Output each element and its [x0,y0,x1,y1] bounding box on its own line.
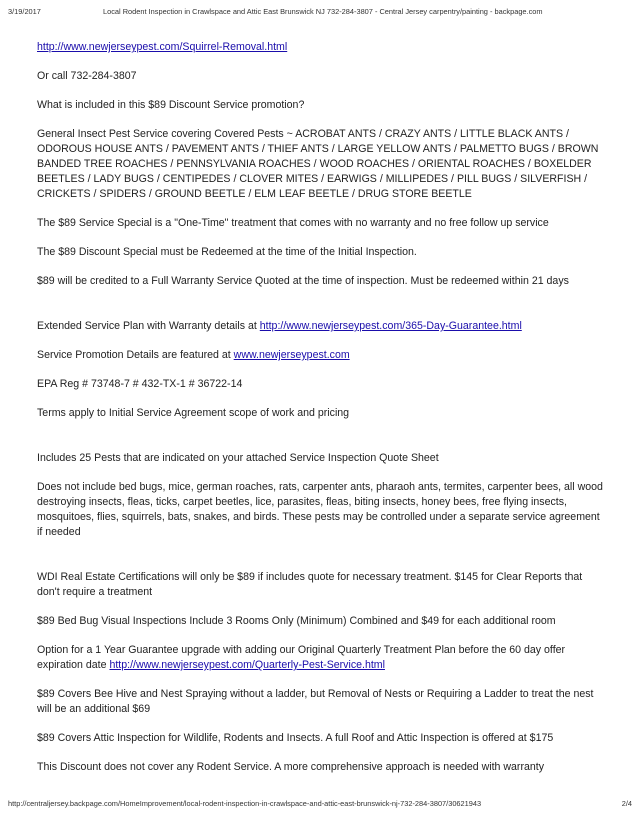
paragraph-promo [37,348,607,363]
paragraph-excludes: Does not include bed bugs, mice, german roaches, rats, carpenter ants, pharaoh ants, termites, carpenter bees, all wood destroying insects, fleas, ticks, carpet beetles, lice, parasites, fleas, biting insects, honey bees, free flying insects, mosquitoes, flies, squirrels, bats, snakes, and birds. These pests may be controlled under a separate service agreement if needed [37,481,603,538]
article-body [37,40,607,789]
paragraph-squirrel-link [37,40,607,55]
paragraph-bee-hive: $89 Covers Bee Hive and Nest Spraying without a ladder, but Removal of Nests or Requiring a Ladder to treat the nest will be an additional $69 [37,688,594,715]
paragraph-question: What is included in this $89 Discount Service promotion? [37,99,305,111]
paragraph-rodent: This Discount does not cover any Rodent Service. A more comprehensive approach is needed with warranty [37,761,544,773]
promo-text: Service Promotion Details are featured at [37,349,234,361]
paragraph-attic: $89 Covers Attic Inspection for Wildlife, Rodents and Insects. A full Roof and Attic Inspection is offered at $175 [37,732,554,744]
squirrel-removal-link[interactable]: http://www.newjerseypest.com/Squirrel-Removal.html [37,41,288,53]
extended-text: Extended Service Plan with Warranty details at [37,320,260,332]
page-number: 2/4 [621,799,632,808]
paragraph-covered-pests: General Insect Pest Service covering Covered Pests ~ ACROBAT ANTS / CRAZY ANTS / LITTLE BLACK ANTS / ODOROUS HOUSE ANTS / PAVEMENT ANTS / THIEF ANTS / LARGE YELLOW ANTS / PALMETTO BUGS / BROWN BANDED TREE ROACHES / PENNSYLVANIA ROACHES / WOOD ROACHES / ORIENTAL ROACHES / BOXELDER BEETLES / LADY BUGS / CENTIPEDES / CLOVER MITES / EARWIGS / MILLIPEDES / PILL BUGS / SILVERFISH / CRICKETS / SPIDERS / GROUND BEETLE / ELM LEAF BEETLE / DRUG STORE BEETLE [37,128,599,200]
page-title: Local Rodent Inspection in Crawlspace and Attic East Brunswick NJ 732-284-3807 - Central Jersey carpentry/painting - backpage.com [103,7,543,16]
paragraph-extended [37,319,607,334]
paragraph-redeemed: The $89 Discount Special must be Redeemed at the time of the Initial Inspection. [37,246,417,258]
paragraph-terms: Terms apply to Initial Service Agreement scope of work and pricing [37,407,350,419]
paragraph-call: Or call 732-284-3807 [37,70,137,82]
guarantee-link[interactable]: http://www.newjerseypest.com/365-Day-Guarantee.html [259,320,522,332]
paragraph-epa: EPA Reg # 73748-7 # 432-TX-1 # 36722-14 [37,378,243,390]
homepage-link[interactable]: www.newjerseypest.com [233,349,350,361]
paragraph-bed-bug: $89 Bed Bug Visual Inspections Include 3 Rooms Only (Minimum) Combined and $49 for each additional room [37,615,556,627]
paragraph-wdi: WDI Real Estate Certifications will only be $89 if includes quote for necessary treatment. $145 for Clear Reports that don't require a treatment [37,571,583,598]
quarterly-service-link[interactable]: http://www.newjerseypest.com/Quarterly-Pest-Service.html [109,659,385,671]
paragraph-credited: $89 will be credited to a Full Warranty Service Quoted at the time of inspection. Must be redeemed within 21 days [37,275,569,287]
paragraph-option [37,643,607,673]
footer-url: http://centraljersey.backpage.com/HomeImprovement/local-rodent-inspection-in-crawlspace-and-attic-east-brunswick-nj-732-284-3807/30621943 [8,799,482,808]
paragraph-one-time: The $89 Service Special is a "One-Time" treatment that comes with no warranty and no free follow up service [37,217,549,229]
paragraph-includes: Includes 25 Pests that are indicated on your attached Service Inspection Quote Sheet [37,452,439,464]
option-text: Option for a 1 Year Guarantee upgrade with adding our Original Quarterly Treatment Plan before the 60 day offer expiration date [37,644,566,671]
print-date: 3/19/2017 [8,7,41,16]
